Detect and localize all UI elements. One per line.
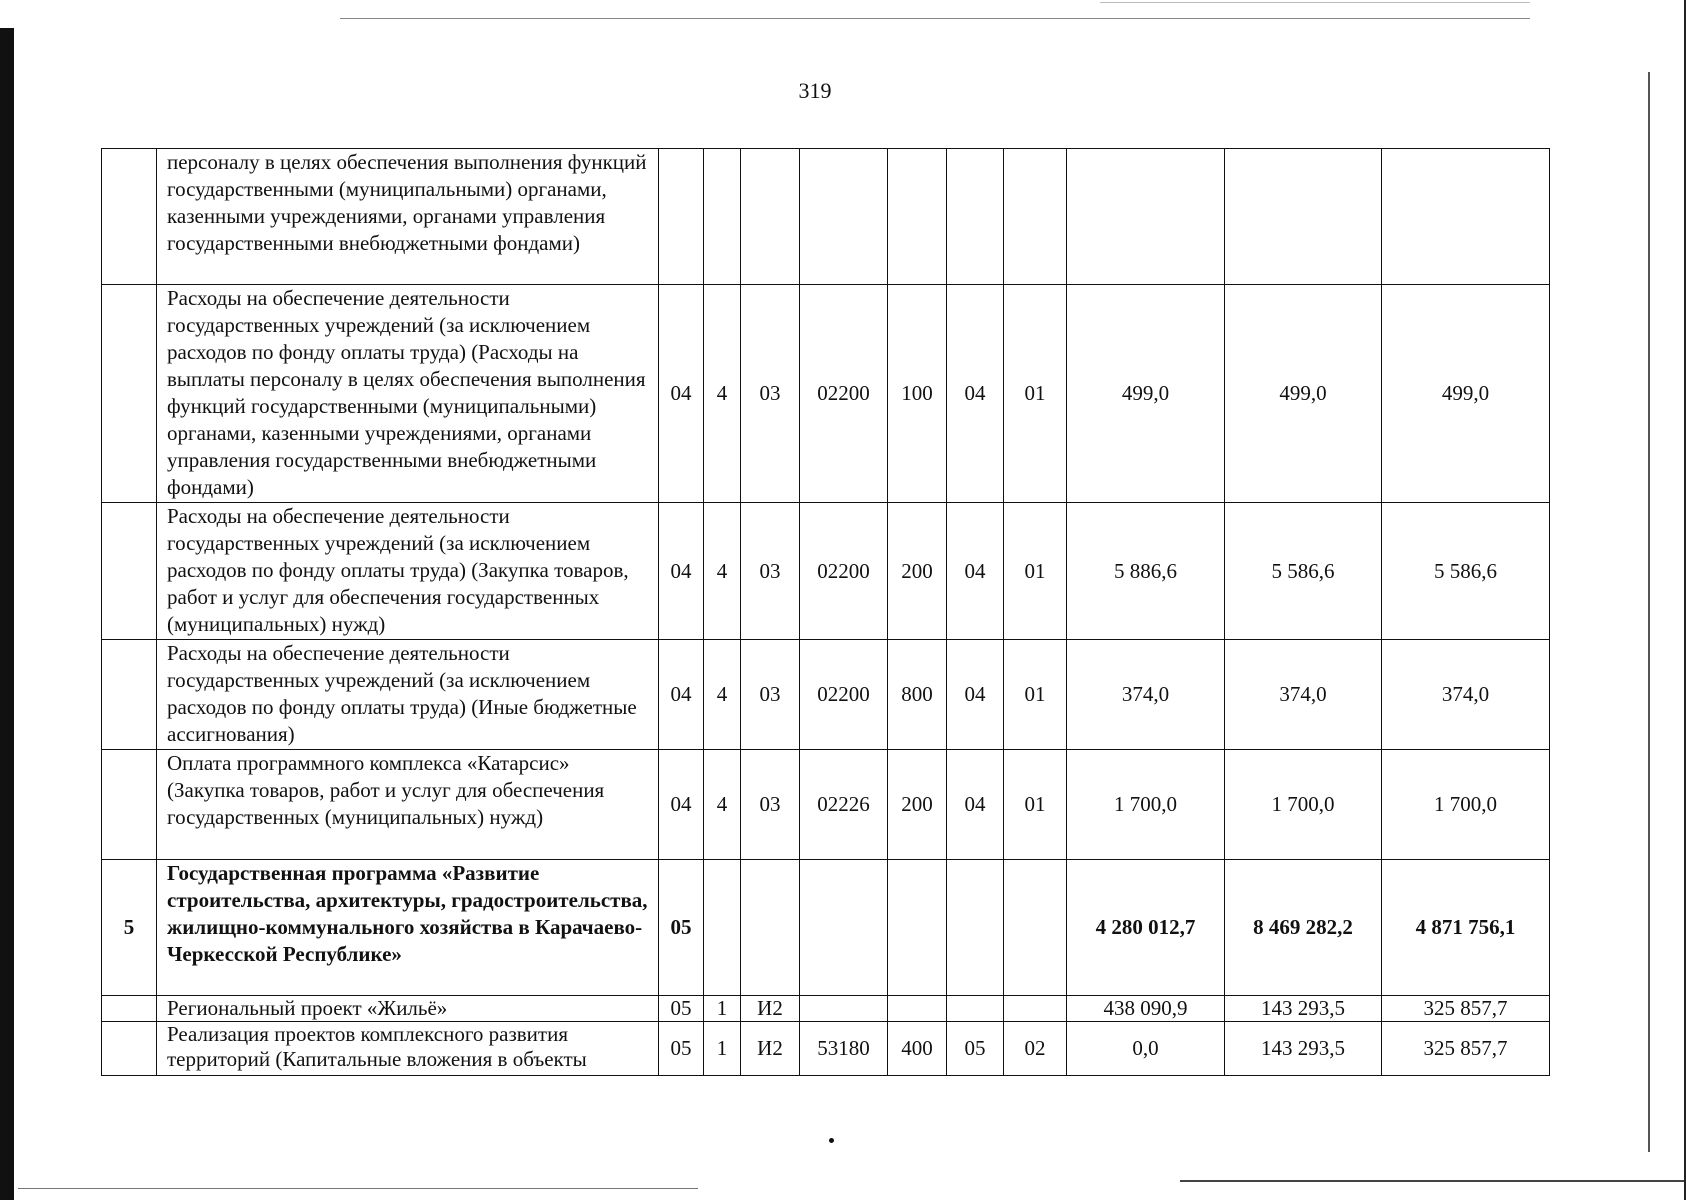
code-subprogram: 4 <box>704 640 741 750</box>
row-description: Государственная программа «Развитие строительства, архитектуры, градостроительства, жилищно-коммунального хозяйства в Карачаево-Черкесской Республике» <box>157 860 659 996</box>
table-row <box>102 640 1550 750</box>
budget-table <box>101 148 1550 1076</box>
code-subprogram <box>704 149 741 285</box>
scan-line-bottom-secondary <box>1180 1180 1686 1182</box>
code-section: 05 <box>947 1022 1004 1076</box>
code-ministry: 04 <box>659 285 704 503</box>
scan-speck <box>829 1138 834 1143</box>
code-direction: 02226 <box>800 750 888 860</box>
row-number <box>102 285 157 503</box>
code-ministry: 05 <box>659 996 704 1022</box>
scan-line-bottom <box>18 1188 698 1189</box>
code-event <box>741 860 800 996</box>
code-direction: 02200 <box>800 640 888 750</box>
code-event: 03 <box>741 503 800 640</box>
code-subprogram: 4 <box>704 285 741 503</box>
code-subprogram: 4 <box>704 750 741 860</box>
amount-year-3: 4 871 756,1 <box>1382 860 1550 996</box>
code-expense-type: 800 <box>888 640 947 750</box>
code-section <box>947 996 1004 1022</box>
code-expense-type: 100 <box>888 285 947 503</box>
table-row <box>102 285 1550 503</box>
amount-year-2: 143 293,5 <box>1225 1022 1382 1076</box>
row-number <box>102 750 157 860</box>
table-row <box>102 996 1550 1022</box>
row-number <box>102 503 157 640</box>
code-event: 03 <box>741 285 800 503</box>
code-subprogram: 1 <box>704 1022 741 1076</box>
row-description: Реализация проектов комплексного развития территорий (Капитальные вложения в объекты <box>157 1022 659 1076</box>
amount-year-2: 5 586,6 <box>1225 503 1382 640</box>
code-ministry: 04 <box>659 503 704 640</box>
row-number: 5 <box>102 860 157 996</box>
code-ministry: 05 <box>659 1022 704 1076</box>
amount-year-1: 374,0 <box>1067 640 1225 750</box>
scan-edge-left <box>0 28 14 1200</box>
code-event: 03 <box>741 640 800 750</box>
code-subsection <box>1004 996 1067 1022</box>
code-ministry <box>659 149 704 285</box>
amount-year-1 <box>1067 149 1225 285</box>
amount-year-2 <box>1225 149 1382 285</box>
amount-year-2: 1 700,0 <box>1225 750 1382 860</box>
code-expense-type: 200 <box>888 503 947 640</box>
code-subsection <box>1004 149 1067 285</box>
amount-year-1: 499,0 <box>1067 285 1225 503</box>
scan-line-top <box>340 18 1530 19</box>
code-direction <box>800 149 888 285</box>
amount-year-1: 0,0 <box>1067 1022 1225 1076</box>
row-description: Расходы на обеспечение деятельности государственных учреждений (за исключением расходов по фонду оплаты труда) (Иные бюджетные ассигнования) <box>157 640 659 750</box>
amount-year-3: 5 586,6 <box>1382 503 1550 640</box>
table-row <box>102 149 1550 285</box>
amount-year-3: 374,0 <box>1382 640 1550 750</box>
amount-year-2: 499,0 <box>1225 285 1382 503</box>
scan-line-top-secondary <box>1100 2 1530 3</box>
amount-year-2: 374,0 <box>1225 640 1382 750</box>
code-subsection <box>1004 860 1067 996</box>
code-section: 04 <box>947 285 1004 503</box>
code-expense-type: 400 <box>888 1022 947 1076</box>
code-expense-type: 200 <box>888 750 947 860</box>
code-subprogram: 1 <box>704 996 741 1022</box>
code-event: 03 <box>741 750 800 860</box>
code-expense-type <box>888 996 947 1022</box>
code-event <box>741 149 800 285</box>
table-row <box>102 503 1550 640</box>
amount-year-1: 5 886,6 <box>1067 503 1225 640</box>
amount-year-1: 438 090,9 <box>1067 996 1225 1022</box>
amount-year-3: 499,0 <box>1382 285 1550 503</box>
code-ministry: 04 <box>659 640 704 750</box>
code-event: И2 <box>741 1022 800 1076</box>
amount-year-2: 8 469 282,2 <box>1225 860 1382 996</box>
row-description: Расходы на обеспечение деятельности государственных учреждений (за исключением расходов по фонду оплаты труда) (Расходы на выплаты персоналу в целях обеспечения выполнения функций государственными (муниципальными) органами, казенными учреждениями, органами управления государственными внебюджетными фондами) <box>157 285 659 503</box>
code-subsection: 02 <box>1004 1022 1067 1076</box>
code-event: И2 <box>741 996 800 1022</box>
code-subsection: 01 <box>1004 750 1067 860</box>
code-section: 04 <box>947 503 1004 640</box>
code-section <box>947 860 1004 996</box>
amount-year-3: 1 700,0 <box>1382 750 1550 860</box>
row-number <box>102 996 157 1022</box>
row-number <box>102 149 157 285</box>
code-subsection: 01 <box>1004 285 1067 503</box>
amount-year-1: 1 700,0 <box>1067 750 1225 860</box>
amount-year-3 <box>1382 149 1550 285</box>
amount-year-3: 325 857,7 <box>1382 996 1550 1022</box>
code-direction: 02200 <box>800 285 888 503</box>
code-expense-type <box>888 149 947 285</box>
code-subprogram: 4 <box>704 503 741 640</box>
code-ministry: 04 <box>659 750 704 860</box>
page-number: 319 <box>798 78 832 103</box>
amount-year-1: 4 280 012,7 <box>1067 860 1225 996</box>
row-description: Расходы на обеспечение деятельности государственных учреждений (за исключением расходов по фонду оплаты труда) (Закупка товаров, работ и услуг для обеспечения государственных (муниципальных) нужд) <box>157 503 659 640</box>
row-description: персоналу в целях обеспечения выполнения функций государственными (муниципальными) органами, казенными учреждениями, органами управления государственными внебюджетными фондами) <box>157 149 659 285</box>
code-section: 04 <box>947 640 1004 750</box>
code-subsection: 01 <box>1004 503 1067 640</box>
code-direction <box>800 996 888 1022</box>
table-row <box>102 750 1550 860</box>
code-expense-type <box>888 860 947 996</box>
code-section <box>947 149 1004 285</box>
scan-line-right <box>1648 72 1650 1152</box>
table-row <box>102 1022 1550 1076</box>
row-number <box>102 1022 157 1076</box>
amount-year-2: 143 293,5 <box>1225 996 1382 1022</box>
code-direction <box>800 860 888 996</box>
code-direction: 02200 <box>800 503 888 640</box>
code-ministry: 05 <box>659 860 704 996</box>
amount-year-3: 325 857,7 <box>1382 1022 1550 1076</box>
code-subsection: 01 <box>1004 640 1067 750</box>
code-subprogram <box>704 860 741 996</box>
row-description: Оплата программного комплекса «Катарсис» (Закупка товаров, работ и услуг для обеспечения государственных (муниципальных) нужд) <box>157 750 659 860</box>
table-row <box>102 860 1550 996</box>
code-direction: 53180 <box>800 1022 888 1076</box>
row-description: Региональный проект «Жильё» <box>157 996 659 1022</box>
row-number <box>102 640 157 750</box>
code-section: 04 <box>947 750 1004 860</box>
